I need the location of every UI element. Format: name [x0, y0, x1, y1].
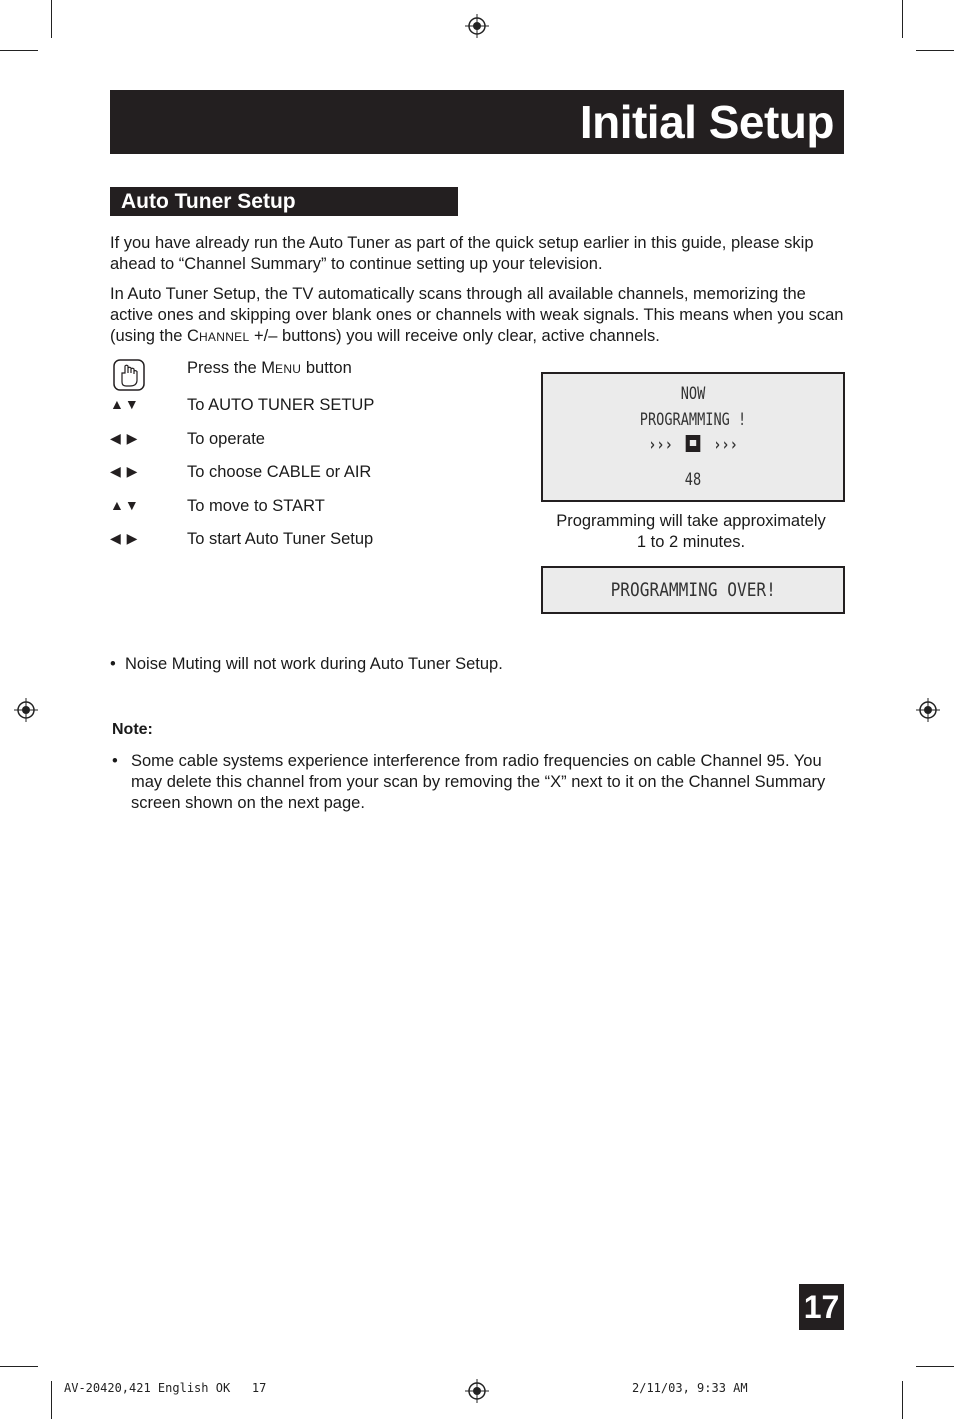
step-smallcaps: ENU [275, 362, 302, 376]
crop-mark [51, 0, 52, 38]
channel-number: 48 [684, 470, 702, 490]
screen-line-now: NOW [680, 384, 706, 404]
registration-target-icon [14, 698, 38, 722]
step-6-text: To start Auto Tuner Setup [187, 530, 374, 548]
bullet-noise-muting [110, 654, 503, 675]
footer-left: AV-20420,421 English OK 17 [64, 1381, 267, 1395]
note-heading: Note: [112, 721, 153, 738]
step-3-text: To operate [187, 430, 265, 448]
intro-smallcaps: HANNEL [198, 330, 250, 344]
arrows-left-icon: ››› [648, 435, 673, 455]
progress-row [573, 434, 813, 456]
footer-right: 2/11/03, 9:33 AM [632, 1381, 748, 1395]
registration-target-icon [465, 1379, 489, 1403]
bullet-dot: • [112, 752, 118, 770]
arrows-right-icon: ››› [713, 435, 738, 455]
registration-target-icon [465, 14, 489, 38]
left-right-arrows-icon: ◀ ▶ [110, 530, 139, 546]
title-bar [110, 90, 844, 154]
bullet-text: Noise Muting will not work during Auto Tuner Setup. [124, 655, 503, 673]
programming-over-text: PROGRAMMING OVER! [610, 579, 776, 601]
step-5-text: To move to START [187, 497, 325, 515]
intro-paragraph-1: If you have already run the Auto Tuner as part of the quick setup earlier in this guide, please skip ahead to “Channel Summary” to continue setting up your television. [110, 234, 814, 273]
section-title: Auto Tuner Setup [121, 190, 296, 213]
caption-line-2: 1 to 2 minutes. [636, 533, 746, 551]
programming-over-screen [541, 566, 845, 614]
menu-hand-icon [112, 358, 146, 392]
intro-text: In Auto Tuner Setup, the TV automatically scans through all available channels, memorizing the active ones and skipping over blank ones or channels with weak signals. This means when you scan (using the C [110, 285, 844, 345]
note-bullet [112, 751, 832, 814]
step-2-text: To AUTO TUNER SETUP [187, 396, 375, 414]
crop-mark [902, 1381, 903, 1419]
left-right-arrows-icon: ◀ ▶ [110, 430, 139, 446]
step-1-text [187, 358, 352, 380]
crop-mark [0, 50, 38, 51]
note-text: Some cable systems experience interference from radio frequencies on cable Channel 95. You may delete this channel from your scan by removing the “X” next to it on the Channel Summary screen shown on the next page. [131, 752, 826, 812]
crop-mark [902, 0, 903, 38]
registration-target-icon [916, 698, 940, 722]
step-text: Press the M [187, 359, 276, 377]
caption-line-1: Programming will take approximately [556, 512, 826, 530]
step-4-text: To choose CABLE or AIR [187, 463, 372, 481]
tv-icon [686, 435, 700, 452]
intro-paragraph-2 [110, 284, 845, 348]
crop-mark [51, 1381, 52, 1419]
section-heading-bar [110, 187, 458, 216]
intro-text: +/– buttons) you will receive only clear, active channels. [249, 327, 660, 345]
crop-mark [0, 1366, 38, 1367]
crop-mark [916, 50, 954, 51]
left-right-arrows-icon: ◀ ▶ [110, 463, 139, 479]
screen-line-programming: PROGRAMMING ! [639, 410, 747, 430]
bullet-dot: • [110, 655, 125, 673]
programming-screen [541, 372, 845, 502]
page-title: Initial Setup [579, 96, 834, 148]
crop-mark [916, 1366, 954, 1367]
page-number: 17 [799, 1284, 844, 1330]
up-down-arrows-icon: ▲▼ [110, 396, 140, 412]
step-text: button [301, 359, 352, 377]
up-down-arrows-icon: ▲▼ [110, 497, 140, 513]
